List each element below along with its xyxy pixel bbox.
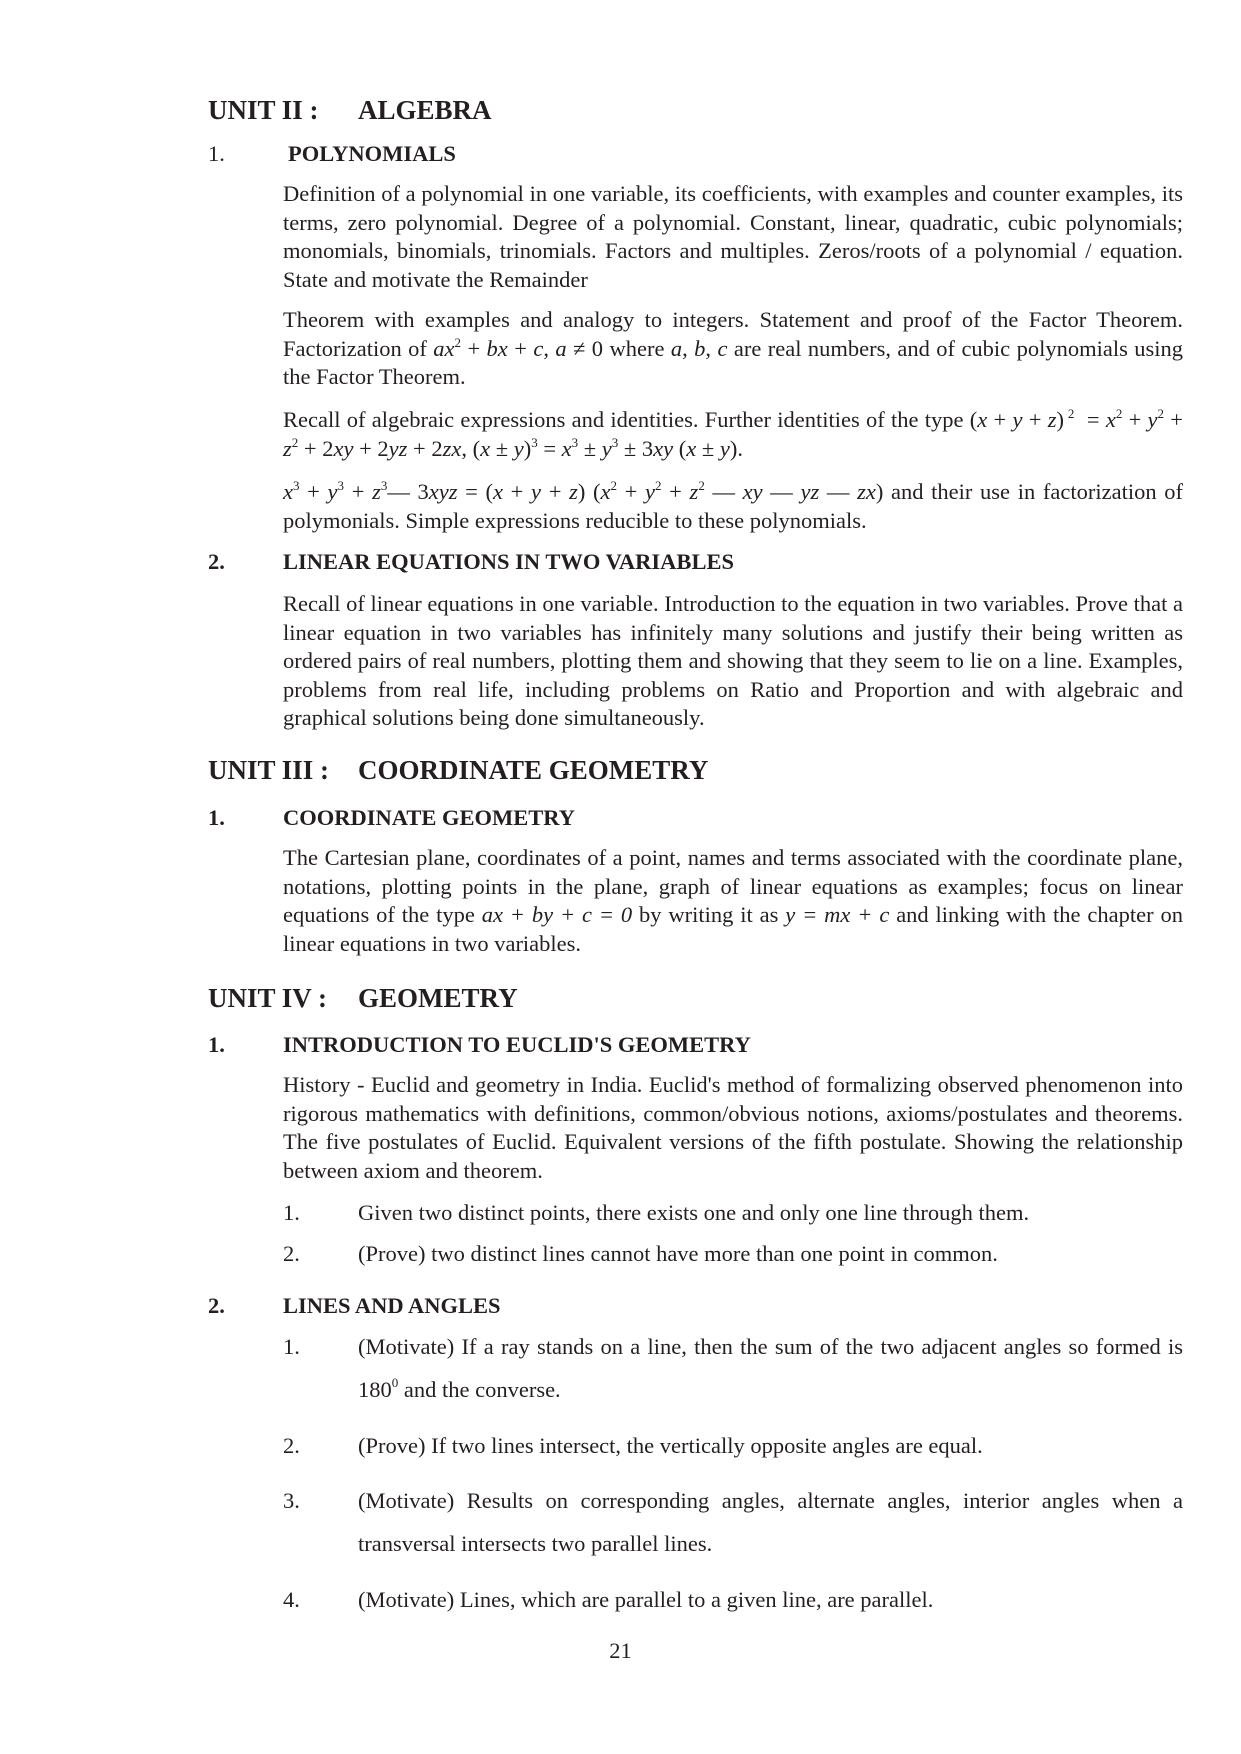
page-number: 21 (609, 1638, 632, 1663)
paragraph-cartesian-plane: The Cartesian plane, coordinates of a point, names and terms associated with the coordinate plane, notations, plotting points in the plane, graph of linear equations as examples; focus on linear equations of the type ax + by + c = 0 by writing it as y = mx + c and linking with the chapter on linear equations in two variables. (283, 845, 1183, 956)
item-number: 1. (283, 1200, 300, 1225)
section-title: LINES AND ANGLES (283, 1293, 501, 1318)
item-text: (Motivate) Results on corresponding angles, alternate angles, interior angles when a transversal intersects two parallel lines. (358, 1488, 1183, 1556)
paragraph-euclid-history: History - Euclid and geometry in India. Euclid's method of formalizing observed phenomenon into rigorous mathematics with definitions, common/obvious notions, axioms/postulates and theorems. The five postulates of Euclid. Equivalent versions of the fifth postulate. Showing the relationship between axiom and theorem. (283, 1072, 1183, 1183)
paragraph-linear-equations: Recall of linear equations in one variable. Introduction to the equation in two variables. Prove that a linear equation in two variables has infinitely many solutions and justify their being written as ordered pairs of real numbers, plotting them and showing that they seem to lie on a line. Examples, problems from real life, including problems on Ratio and Proportion and with algebraic and graphical solutions being done simultaneously. (283, 591, 1183, 730)
unit-title: COORDINATE GEOMETRY (358, 755, 709, 785)
unit-label: UNIT III : (208, 755, 330, 785)
section-number: 1. (208, 805, 225, 830)
unit-heading-coordinate-geometry (208, 755, 708, 786)
item-number: 4. (283, 1587, 300, 1612)
item-number: 2. (283, 1241, 300, 1266)
item-number: 3. (283, 1488, 300, 1513)
unit-title: ALGEBRA (358, 95, 492, 125)
paragraph-identities: Recall of algebraic expressions and identities. Further identities of the type (x + y + z) $^2 = x^2 + y^2 + z^2 + 2xy + 2yz + 2zx$, $(x \pm y)^3 = x^3 \pm y^3 \pm 3xy$ (x ± y). (283, 406, 1183, 461)
unit-heading-algebra (208, 95, 492, 126)
section-title: POLYNOMIALS (288, 141, 456, 166)
unit-label: UNIT IV : (208, 983, 328, 1013)
item-text: (Motivate) Lines, which are parallel to a given line, are parallel. (358, 1587, 934, 1612)
unit-label: UNIT II : (208, 95, 319, 125)
item-text: (Motivate) If a ray stands on a line, then the sum of the two adjacent angles so formed is $180^0$ and the converse. (358, 1334, 1183, 1402)
list-item (283, 1232, 1183, 1275)
list-item (283, 1191, 1183, 1234)
paragraph-cubic-identity: $x^3 + y^3$ + $z^3—$ 3xyz = (x + y + z) ($x^2 + y^2 + z^2$ — xy — yz — zx) and their use in factorization of polymonials. Simple expressions reducible to these polynomials. (283, 478, 1183, 533)
list-item (283, 1424, 1183, 1467)
section-number: 1. (208, 141, 225, 166)
section-title: LINEAR EQUATIONS IN TWO VARIABLES (283, 549, 734, 574)
paragraph-polynomial-definition: Definition of a polynomial in one variable, its coefficients, with examples and counter examples, its terms, zero polynomial. Degree of a polynomial. Constant, linear, quadratic, cubic polynomials; monomials, binomials, trinomials. Factors and multiples. Zeros/roots of a polynomial / equation. State and motivate the Remainder (283, 181, 1183, 292)
section-number: 2. (208, 549, 225, 574)
paragraph-factor-theorem: Theorem with examples and analogy to integers. Statement and proof of the Factor Theorem. Factorization of $ax^2$ + bx + c, a ≠ 0 where a, b, c are real numbers, and of cubic polynomials using the Factor Theorem. (283, 307, 1183, 389)
section-title: COORDINATE GEOMETRY (283, 805, 575, 830)
unit-heading-geometry (208, 983, 518, 1014)
list-item (283, 1325, 1183, 1411)
item-text: (Prove) two distinct lines cannot have more than one point in common. (358, 1241, 998, 1266)
section-title: INTRODUCTION TO EUCLID'S GEOMETRY (283, 1032, 751, 1057)
section-number: 1. (208, 1032, 225, 1057)
item-text: Given two distinct points, there exists one and only one line through them. (358, 1200, 1030, 1225)
section-number: 2. (208, 1293, 225, 1318)
item-text: (Prove) If two lines intersect, the vertically opposite angles are equal. (358, 1433, 983, 1458)
unit-title: GEOMETRY (358, 983, 518, 1013)
item-number: 1. (283, 1334, 300, 1359)
list-item (283, 1578, 1183, 1621)
item-number: 2. (283, 1433, 300, 1458)
list-item (283, 1479, 1183, 1565)
